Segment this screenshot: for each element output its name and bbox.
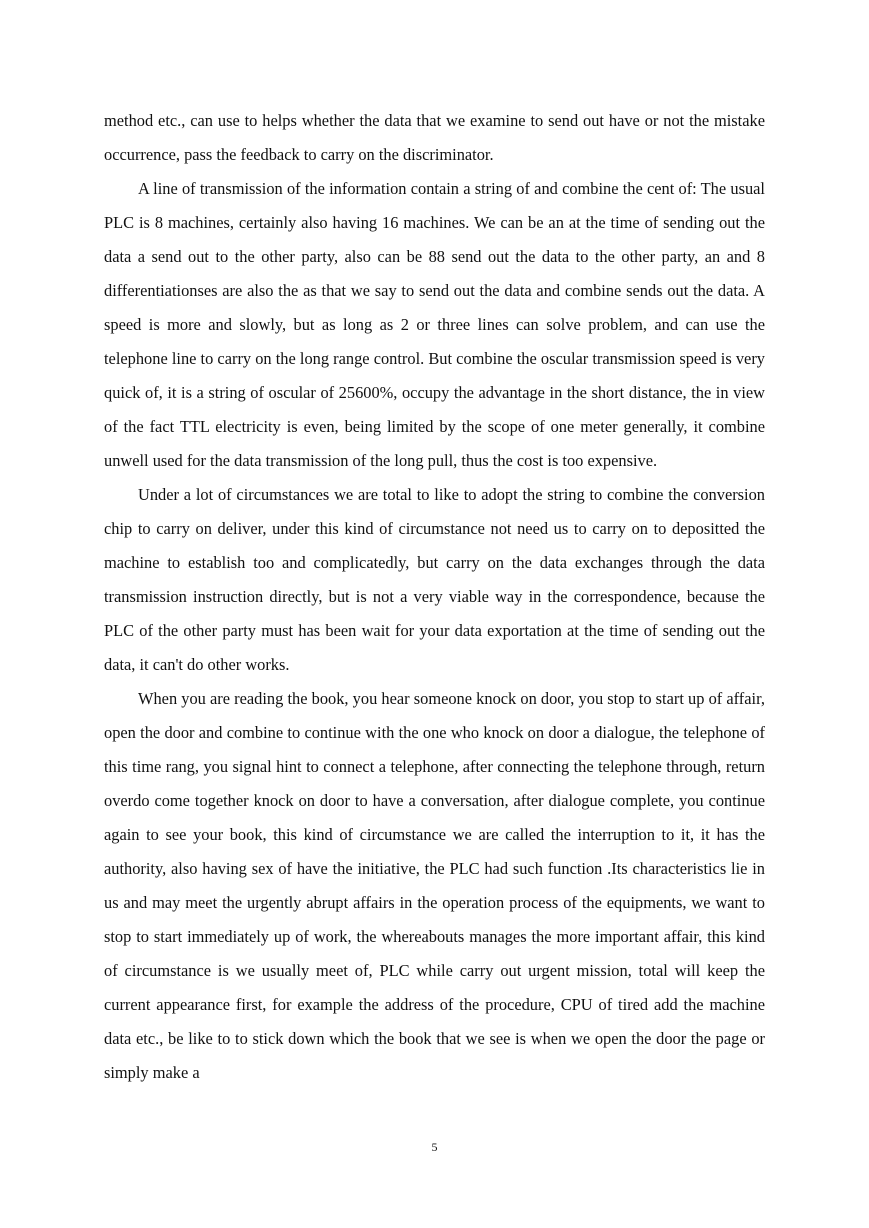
page-body	[104, 104, 765, 1090]
paragraph-transmission-lines: A line of transmission of the information contain a string of and combine the cent of: The usual PLC is 8 machines, certainly also having 16 machines. We can be an at the time of sending out the data a send out to the other party, also can be 88 send out the data to the other party, an and 8 differentiationses are also the as that we say to send out the data and combine sends out the data. A speed is more and slowly, but as long as 2 or three lines can solve problem, and can use the telephone line to carry on the long range control. But combine the oscular transmission speed is very quick of, it is a string of oscular of 25600%, occupy the advantage in the short distance, the in view of the fact TTL electricity is even, being limited by the scope of one meter generally, it combine unwell used for the data transmission of the long pull, thus the cost is too expensive.	[104, 179, 765, 470]
page-number: 5	[431, 1140, 438, 1154]
paragraph-interruption: When you are reading the book, you hear someone knock on door, you stop to start up of affair, open the door and combine to continue with the one who knock on door a dialogue, the telephone of this time rang, you signal hint to connect a telephone, after connecting the telephone through, return overdo come together knock on door to have a conversation, after dialogue complete, you continue again to see your book, this kind of circumstance we are called the interruption to it, it has the authority, also having sex of have the initiative, the PLC had such function .Its characteristics lie in us and may meet the urgently abrupt affairs in the operation process of the equipments, we want to stop to start immediately up of work, the whereabouts manages the more important affair, this kind of circumstance is we usually meet of, PLC while carry out urgent mission, total will keep the current appearance first, for example the address of the procedure, CPU of tired add the machine data etc., be like to to stick down which the book that we see is when we open the door the page or simply make a	[104, 689, 765, 1082]
paragraph-conversion-chip: Under a lot of circumstances we are total to like to adopt the string to combine the conversion chip to carry on deliver, under this kind of circumstance not need us to carry on to depositted the machine to establish too and complicatedly, but carry on the data exchanges through the data transmission instruction directly, but is not a very viable way in the correspondence, because the PLC of the other party must has been wait for your data exportation at the time of sending out the data, it can't do other works.	[104, 485, 765, 674]
paragraph-continuation: method etc., can use to helps whether the data that we examine to send out have or not the mistake occurrence, pass the feedback to carry on the discriminator.	[104, 111, 765, 164]
